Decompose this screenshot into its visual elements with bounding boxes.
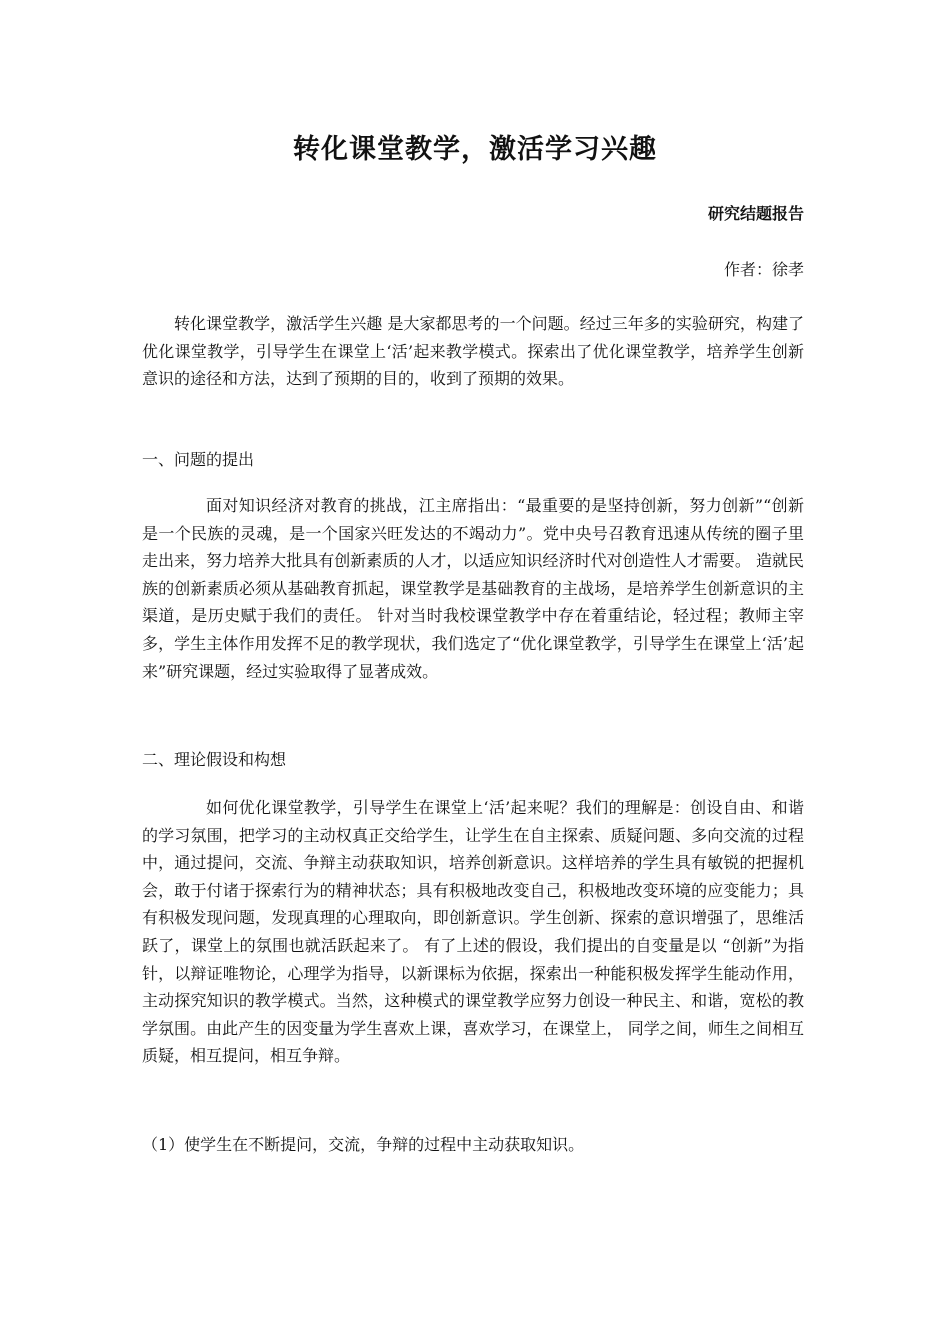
section-body-problem: 面对知识经济对教育的挑战，江主席指出：“最重要的是坚持创新，努力创新”“创新是一个民族的灵魂，是一个国家兴旺发达的不竭动力”。党中央号召教育迅速从传统的圈子里走出来，努力培养大批具有创新素质的人才，以适应知识经济时代对创造性人才需要。 造就民族的创新素质必须从基础教育抓起，课堂教学是基础教育的主战场，是培养学生创新意识的主渠道，是历史赋于我们的责任。 针对当时我校课堂教学中存在着重结论，轻过程；教师主宰多，学生主体作用发挥不足的教学现状，我们选定了“优化课堂教学，引导学生在课堂上‘活’起来”研究课题，经过实验取得了显著成效。 [142, 496, 804, 681]
list-item: （1）使学生在不断提问，交流，争辩的过程中主动获取知识。 [142, 1135, 585, 1154]
document-author: 作者：徐孝 [723, 260, 804, 279]
intro-paragraph: 转化课堂教学，激活学生兴趣 是大家都思考的一个问题。经过三年多的实验研究，构建了优化课堂教学，引导学生在课堂上‘活’起来教学模式。探索出了优化课堂教学，培养学生创新意识的途径和方法，达到了预期的目的，收到了预期的效果。 [142, 314, 804, 389]
section-heading-problem: 一、问题的提出 [142, 450, 255, 469]
document-title: 转化课堂教学，激活学习兴趣 [293, 134, 657, 165]
section-body-hypothesis: 如何优化课堂教学，引导学生在课堂上‘活’起来呢？我们的理解是：创设自由、和谐的学习氛围，把学习的主动权真正交给学生，让学生在自主探索、质疑问题、多向交流的过程中，通过提问，交流、争辩主动获取知识，培养创新意识。这样培养的学生具有敏锐的把握机会，敢于付诸于探索行为的精神状态；具有积极地改变自己，积极地改变环境的应变能力；具有积极发现问题，发现真理的心理取向，即创新意识。学生创新、探索的意识增强了，思维活跃了，课堂上的氛围也就活跃起来了。 有了上述的假设，我们提出的自变量是以 “创新”为指针，以辩证唯物论，心理学为指导，以新课标为依据，探索出一种能积极发挥学生能动作用，主动探究知识的教学模式。当然，这种模式的课堂教学应努力创设一种民主、和谐，宽松的教学氛围。由此产生的因变量为学生喜欢上课，喜欢学习，在课堂上， 同学之间，师生之间相互质疑，相互提问，相互争辩。 [142, 798, 804, 1066]
document-subtitle: 研究结题报告 [707, 204, 804, 223]
section-heading-hypothesis: 二、理论假设和构想 [142, 750, 287, 769]
